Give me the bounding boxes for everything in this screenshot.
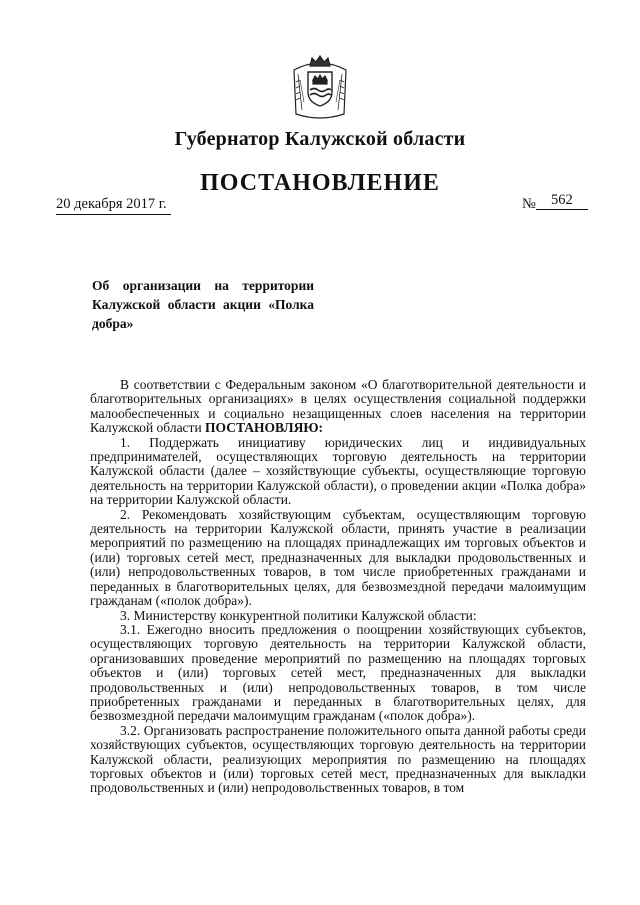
- clause-3: 3. Министерству конкурентной политики Калужской области:: [120, 607, 477, 623]
- document-date: 20 декабря 2017 г.: [56, 196, 171, 215]
- document-body: [90, 378, 586, 796]
- number-value: 562: [536, 192, 588, 210]
- preamble-text: В соответствии с Федеральным законом «О благотворительной деятельности и благотворительных организациях» в целях осуществления социальной поддержки малообеспеченных и социально незащищенных слоев населения на территории Калужской области: [90, 377, 586, 436]
- preamble-paragraph: [90, 378, 586, 436]
- clause-3-2: 3.2. Организовать распространение положительного опыта данной работы среди хозяйствующих субъектов, осуществляющих торговую деятельность на территории Калужской области, реализующих мероприятия по размещению на площадях торговых объектов и (или) торговых сетей мест, предназначенных для выкладки продовольственных и (или) непродовольственных товаров, в том: [90, 722, 586, 796]
- document-type-title: ПОСТАНОВЛЕНИЕ: [200, 170, 440, 196]
- clause-3-1: 3.1. Ежегодно вносить предложения о поощрении хозяйствующих субъектов, осуществляющих торговую деятельность на территории Калужской области, организовавших проведение мероприятий по размещению на площадях торговых объектов и (или) торговых сетей мест, предназначенных для выкладки продовольственных и (или) непродовольственных товаров, в том числе приобретенных гражданами и переданных в благотворительных целях, для безвозмездной передачи малоимущим гражданам («полок добра»).: [90, 621, 586, 724]
- coat-of-arms-icon: [288, 52, 352, 122]
- clause-2: 2. Рекомендовать хозяйствующим субъектам, осуществляющим торговую деятельность на территории Калужской области, принять участие в реализации мероприятий по размещению на площадях принадлежащих им торговых объектов и (или) торговых сетей мест, предназначенных для выкладки продовольственных и (или) непродовольственных товаров, в том числе приобретенных гражданами и переданных в благотворительных целях, для безвозмездной передачи малоимущим гражданам («полок добра»).: [90, 506, 586, 609]
- clause-1: 1. Поддержать инициативу юридических лиц и индивидуальных предпринимателей, осуществляющих торговую деятельность на территории Калужской области (далее – хозяйствующие субъекты, осуществляющие торговую деятельность на территории Калужской области), о проведении акции «Полка добра» на территории Калужской области.: [90, 434, 586, 508]
- issuing-authority: Губернатор Калужской области: [174, 128, 466, 150]
- decree-word: ПОСТАНОВЛЯЮ:: [205, 420, 324, 436]
- document-subject: Об организации на территории Калужской области акции «Полка добра»: [92, 278, 314, 331]
- document-number: [522, 192, 588, 214]
- number-sign: №: [522, 196, 536, 212]
